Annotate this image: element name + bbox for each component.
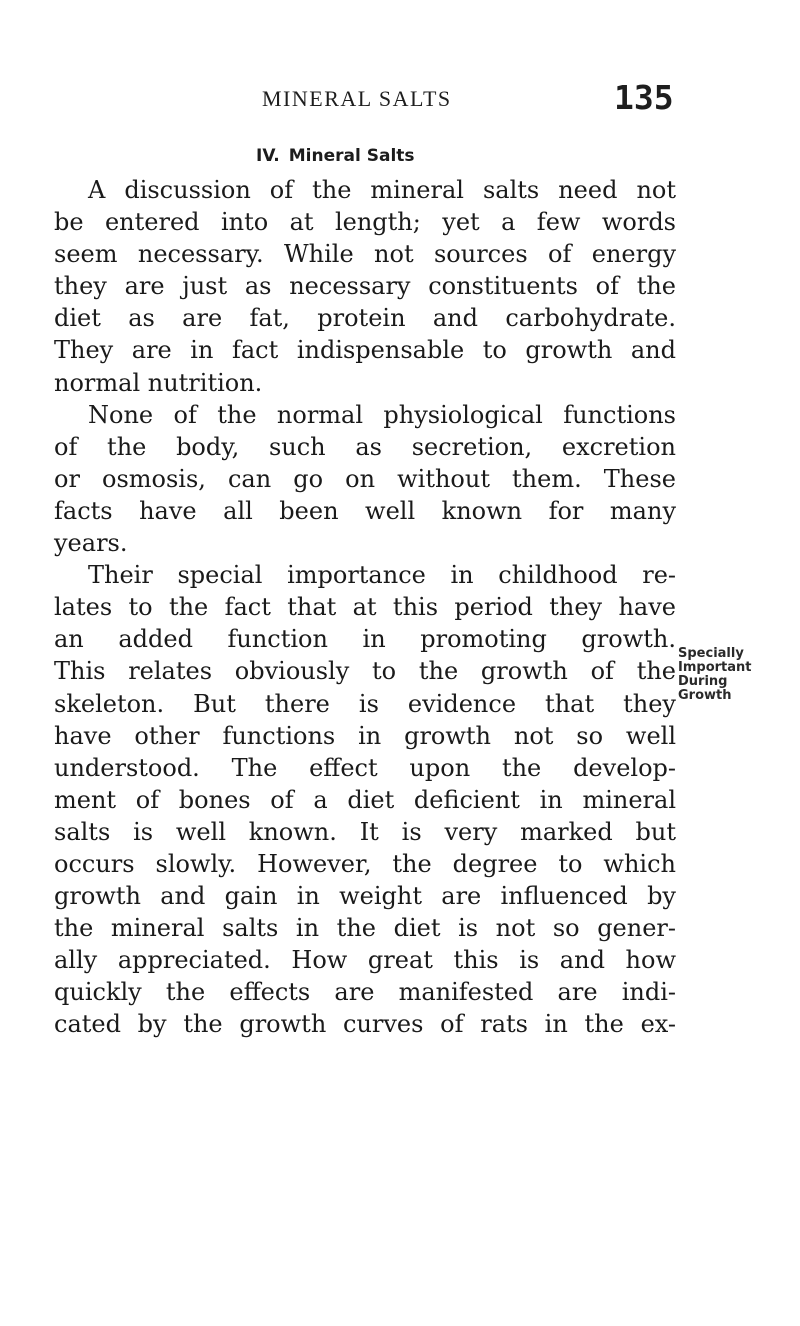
text-line: or osmosis, can go on without them. These xyxy=(54,464,676,493)
text-line: This relates obviously to the growth of the xyxy=(54,657,676,686)
text-line: They are in fact indispensable to growth and xyxy=(54,336,676,365)
text-line: ally appreciated. How great this is and how xyxy=(54,946,676,975)
section-heading xyxy=(256,146,415,166)
text-line: understood. The effect upon the develop- xyxy=(54,753,676,782)
text-line: facts have all been well known for many xyxy=(54,496,676,525)
text-line: salts is well known. It is very marked but xyxy=(54,817,676,846)
text-line: be entered into at length; yet a few words xyxy=(54,208,676,237)
text-line: occurs slowly. However, the degree to which xyxy=(54,849,676,878)
marginal-note-line: Growth xyxy=(678,688,732,703)
marginal-note-line: Specially xyxy=(678,646,744,661)
marginal-note-line: Important xyxy=(678,660,752,675)
page-number: 135 xyxy=(614,78,674,117)
section-title: Mineral Salts xyxy=(288,146,415,166)
text-line: quickly the effects are manifested are indi- xyxy=(54,978,676,1007)
running-head: MINERAL SALTS xyxy=(262,86,452,111)
section-numeral: IV. xyxy=(256,146,280,166)
text-line: an added function in promoting growth. xyxy=(54,625,676,654)
text-line: of the body, such as secretion, excretion xyxy=(54,432,676,461)
text-line: have other functions in growth not so well xyxy=(54,721,676,750)
text-line: years. xyxy=(54,529,128,558)
marginal-note-line: During xyxy=(678,674,728,689)
marginal-note xyxy=(678,647,752,703)
text-line: normal nutrition. xyxy=(54,368,263,397)
text-line: cated by the growth curves of rats in the ex- xyxy=(54,1010,676,1039)
text-line: the mineral salts in the diet is not so gener- xyxy=(54,914,676,943)
text-line: lates to the fact that at this period they have xyxy=(54,593,676,622)
text-line: diet as are fat, protein and carbohydrate. xyxy=(54,304,676,333)
text-line: A discussion of the mineral salts need not xyxy=(88,176,676,204)
text-line: None of the normal physiological functions xyxy=(88,400,676,429)
text-line: skeleton. But there is evidence that they xyxy=(54,689,676,718)
text-line: Their special importance in childhood re- xyxy=(88,561,676,590)
text-line: seem necessary. While not sources of energy xyxy=(54,240,676,269)
text-line: ment of bones of a diet deficient in mineral xyxy=(54,785,676,814)
body-text xyxy=(54,174,676,1041)
text-line: growth and gain in weight are influenced by xyxy=(54,882,676,911)
text-line: they are just as necessary constituents of the xyxy=(54,272,676,301)
